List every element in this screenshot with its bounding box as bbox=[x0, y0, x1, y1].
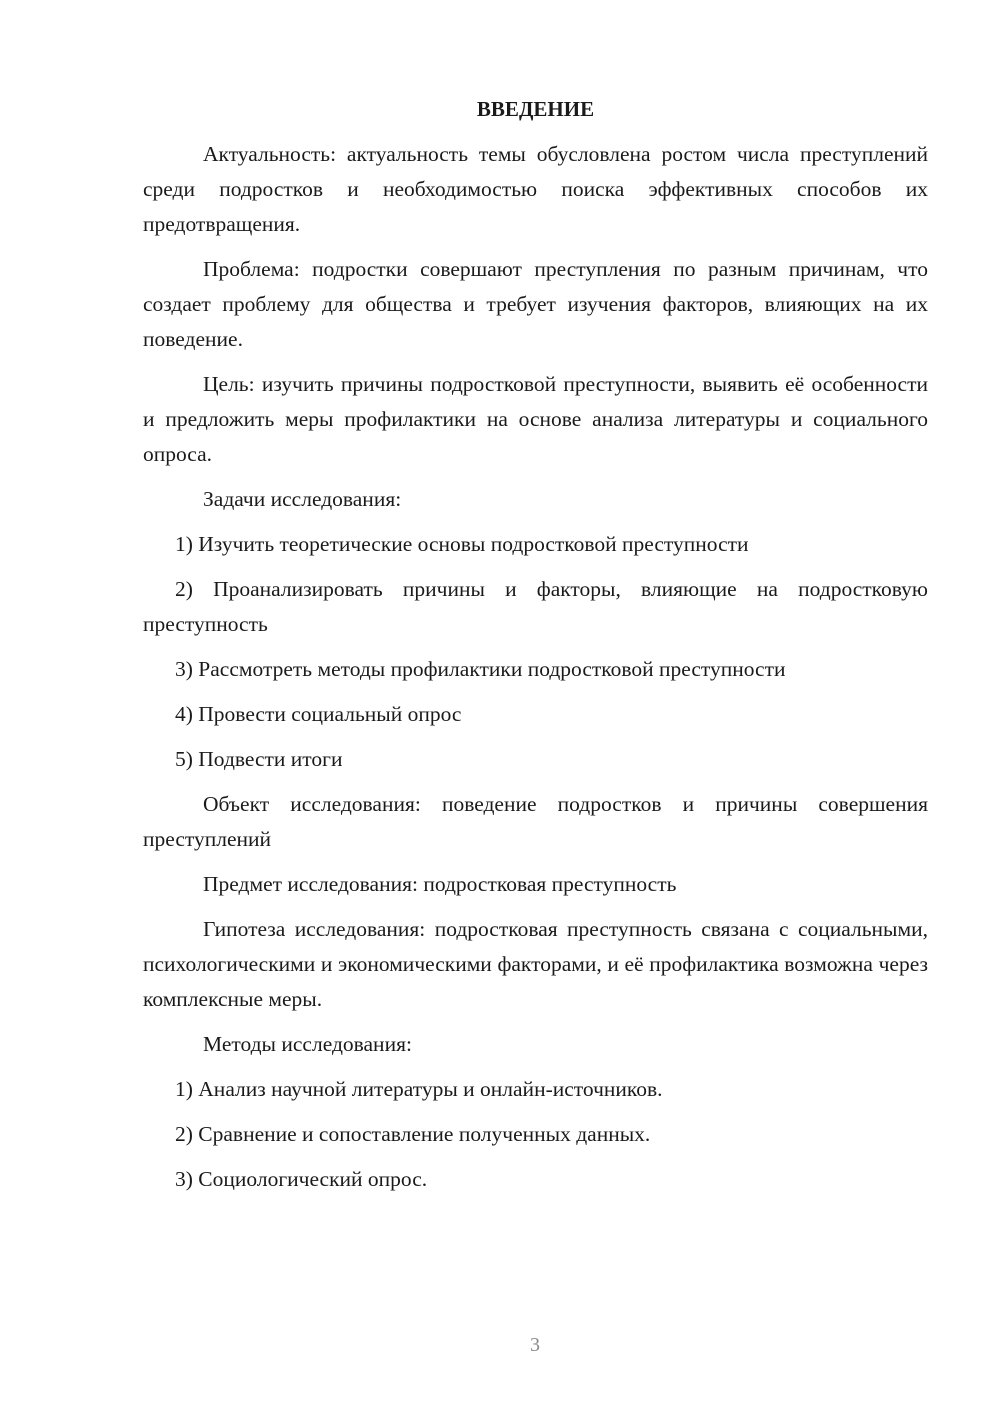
task-item: 3) Рассмотреть методы профилактики подростковой преступности bbox=[175, 657, 786, 681]
tasks-heading: Задачи исследования: bbox=[203, 487, 402, 511]
goal-paragraph: Цель: изучить причины подростковой преступности, выявить её особенности и предложить меры профилактики на основе анализа литературы и социального опроса. bbox=[143, 372, 928, 466]
method-item: 3) Социологический опрос. bbox=[175, 1167, 428, 1191]
problem-paragraph: Проблема: подростки совершают преступления по разным причинам, что создает проблему для общества и требует изучения факторов, влияющих на их поведение. bbox=[143, 257, 928, 351]
task-item: 4) Провести социальный опрос bbox=[175, 702, 462, 726]
task-item: 5) Подвести итоги bbox=[175, 747, 343, 771]
task-item: 2) Проанализировать причины и факторы, влияющие на подростковую преступность bbox=[143, 577, 928, 636]
document-body bbox=[143, 92, 928, 1207]
page-number: 3 bbox=[530, 1334, 540, 1356]
method-item: 1) Анализ научной литературы и онлайн-источников. bbox=[175, 1077, 663, 1101]
task-item: 1) Изучить теоретические основы подростковой преступности bbox=[175, 532, 749, 556]
method-item: 2) Сравнение и сопоставление полученных данных. bbox=[175, 1122, 651, 1146]
object-paragraph: Объект исследования: поведение подростков и причины совершения преступлений bbox=[143, 792, 928, 851]
hypothesis-paragraph: Гипотеза исследования: подростковая преступность связана с социальными, психологическими и экономическими факторами, и её профилактика возможна через комплексные меры. bbox=[143, 917, 928, 1011]
methods-heading: Методы исследования: bbox=[203, 1032, 412, 1056]
subject-paragraph: Предмет исследования: подростковая преступность bbox=[203, 872, 677, 896]
relevance-paragraph: Актуальность: актуальность темы обусловлена ростом числа преступлений среди подростков и необходимостью поиска эффективных способов их предотвращения. bbox=[143, 142, 928, 236]
page-title: ВВЕДЕНИЕ bbox=[476, 97, 595, 121]
